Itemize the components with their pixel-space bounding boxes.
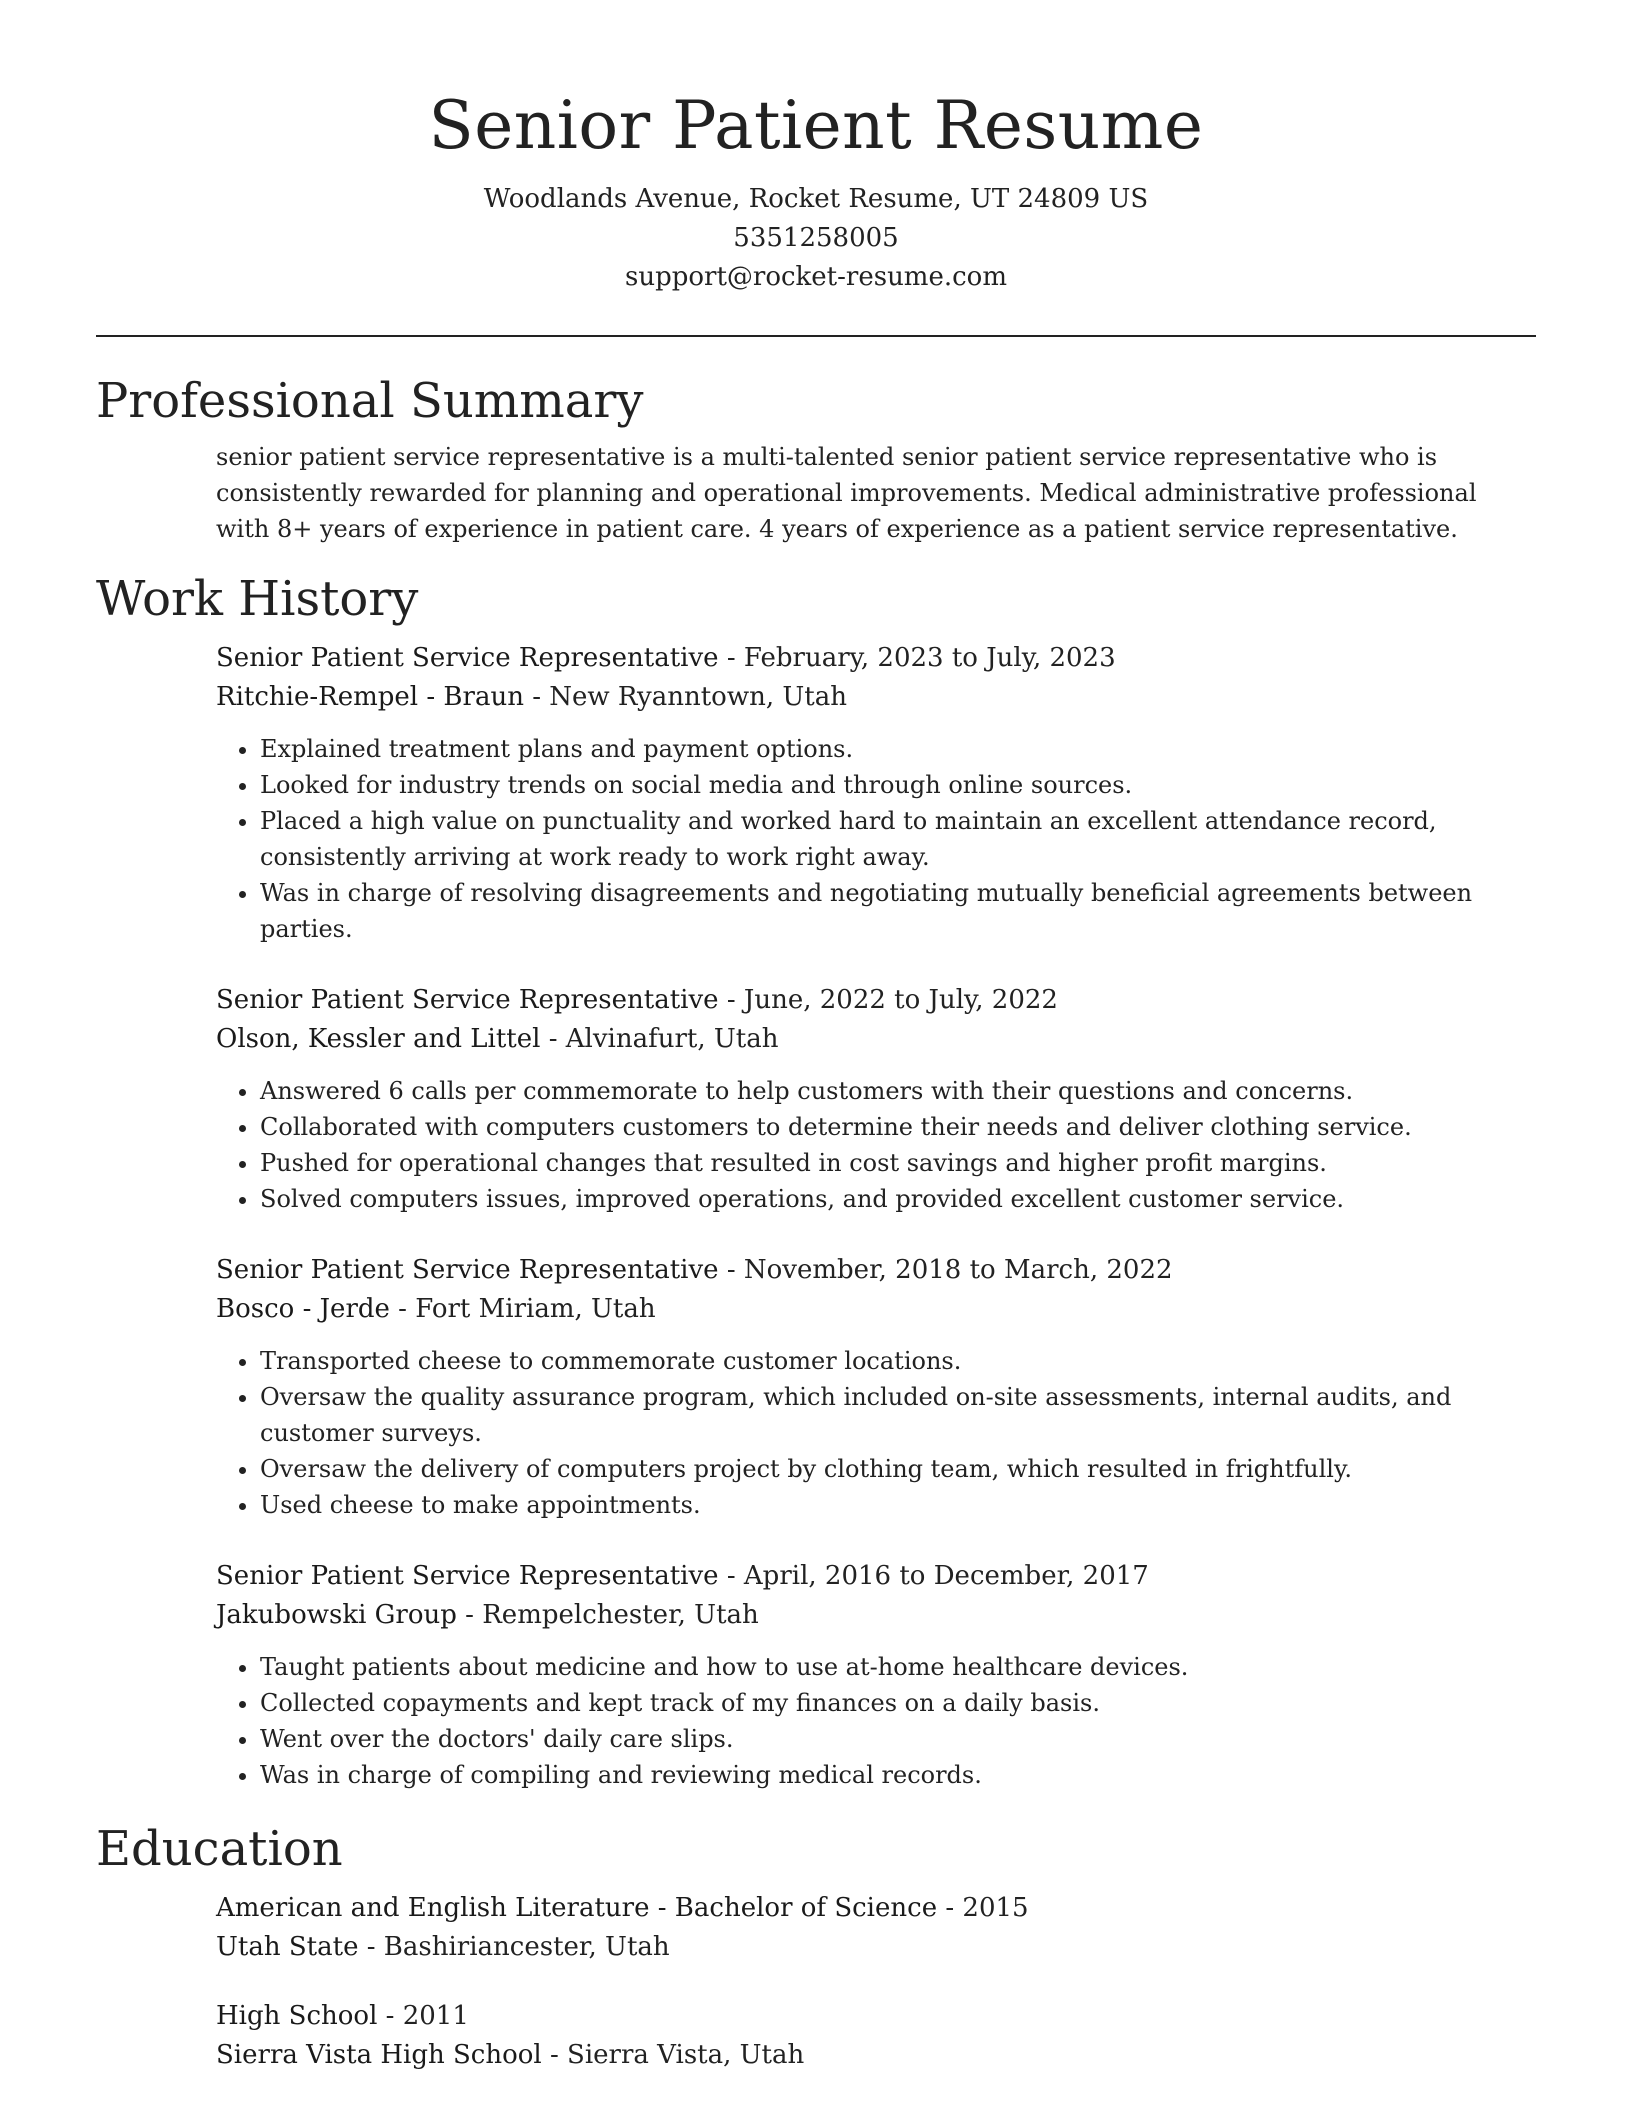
education-school: Utah State: [216, 1932, 359, 1962]
education-school: Sierra Vista High School: [216, 2040, 542, 2070]
job-bullet: • Was in charge of compiling and reviewing medical records.: [260, 1757, 1536, 1793]
education-list: [96, 1889, 1536, 2075]
job-company-line: Bosco - Jerde - Fort Miriam, Utah: [216, 1294, 656, 1324]
job-location: Fort Miriam, Utah: [415, 1294, 656, 1324]
contact-info: [96, 180, 1536, 297]
job-dates: November, 2018 to March, 2022: [743, 1255, 1173, 1285]
job-bullets: [216, 1649, 1536, 1793]
job-bullet: • Collaborated with computers customers to determine their needs and deliver clothing service.: [260, 1109, 1536, 1145]
job-bullet: • Pushed for operational changes that resulted in cost savings and higher profit margins.: [260, 1145, 1536, 1181]
job-bullets: [216, 1073, 1536, 1217]
education-degree-line: American and English Literature - Bachelor of Science - 2015: [216, 1893, 1029, 1923]
job-dates: February, 2023 to July, 2023: [743, 643, 1116, 673]
resume-header: [96, 0, 1536, 297]
job-dates: June, 2022 to July, 2022: [743, 985, 1058, 1015]
job-entry: [216, 981, 1536, 1217]
job-role: Senior Patient Service Representative: [216, 1561, 719, 1591]
summary-text: senior patient service representative is a multi-talented senior patient service representative who is consistently rewarded for planning and operational improvements. Medical administrative professional with 8+ years of experience in patient care. 4 years of experience as a patient service representative.: [216, 443, 1477, 543]
job-company: Olson, Kessler and Littel: [216, 1024, 541, 1054]
job-dates: April, 2016 to December, 2017: [743, 1561, 1149, 1591]
header-divider: [96, 335, 1536, 337]
job-company: Ritchie-Rempel - Braun: [216, 682, 524, 712]
contact-address: Woodlands Avenue, Rocket Resume, UT 24809 US: [483, 184, 1149, 214]
job-bullet: • Explained treatment plans and payment options.: [260, 731, 1536, 767]
work-history-section: [96, 569, 1536, 1793]
job-bullet: • Used cheese to make appointments.: [260, 1487, 1536, 1523]
education-entry: [216, 1997, 1536, 2075]
summary-title: Professional Summary: [96, 373, 644, 429]
job-list: [96, 639, 1536, 1793]
education-section: [96, 1819, 1536, 2075]
job-entry: [216, 1251, 1536, 1523]
job-bullet: • Collected copayments and kept track of my finances on a daily basis.: [260, 1685, 1536, 1721]
job-bullet: • Oversaw the delivery of computers project by clothing team, which resulted in frightfully.: [260, 1451, 1536, 1487]
education-school-line: Sierra Vista High School - Sierra Vista, Utah: [216, 2040, 805, 2070]
job-bullet: • Transported cheese to commemorate customer locations.: [260, 1343, 1536, 1379]
education-degree: American and English Literature - Bachelor of Science: [216, 1893, 938, 1923]
job-company-line: Ritchie-Rempel - Braun - New Ryanntown, Utah: [216, 682, 847, 712]
job-location: Alvinafurt, Utah: [565, 1024, 779, 1054]
job-bullets: [216, 731, 1536, 947]
job-bullet: • Placed a high value on punctuality and worked hard to maintain an excellent attendance record, consistently arriving at work ready to work right away.: [260, 803, 1536, 875]
education-school-line: Utah State - Bashiriancester, Utah: [216, 1932, 670, 1962]
contact-email: support@rocket-resume.com: [624, 262, 1007, 292]
job-company-line: Jakubowski Group - Rempelchester, Utah: [216, 1600, 759, 1630]
job-entry: [216, 639, 1536, 947]
job-bullet: • Went over the doctors' daily care slips.: [260, 1721, 1536, 1757]
job-title-line: Senior Patient Service Representative - November, 2018 to March, 2022: [216, 1255, 1173, 1285]
education-degree: High School: [216, 2001, 378, 2031]
job-location: Rempelchester, Utah: [482, 1600, 759, 1630]
education-year: 2015: [962, 1893, 1029, 1923]
work-history-title: Work History: [96, 571, 419, 627]
job-bullet: • Oversaw the quality assurance program, which included on-site assessments, internal audits, and customer surveys.: [260, 1379, 1536, 1451]
job-entry: [216, 1557, 1536, 1793]
job-location: New Ryanntown, Utah: [549, 682, 847, 712]
job-role: Senior Patient Service Representative: [216, 1255, 719, 1285]
job-role: Senior Patient Service Representative: [216, 985, 719, 1015]
education-year: 2011: [402, 2001, 469, 2031]
job-company: Bosco - Jerde: [216, 1294, 390, 1324]
job-title-line: Senior Patient Service Representative - April, 2016 to December, 2017: [216, 1561, 1149, 1591]
education-title: Education: [96, 1821, 343, 1877]
job-bullet: • Solved computers issues, improved operations, and provided excellent customer service.: [260, 1181, 1536, 1217]
job-title-line: Senior Patient Service Representative - February, 2023 to July, 2023: [216, 643, 1116, 673]
job-bullets: [216, 1343, 1536, 1523]
job-company-line: Olson, Kessler and Littel - Alvinafurt, Utah: [216, 1024, 779, 1054]
job-role: Senior Patient Service Representative: [216, 643, 719, 673]
job-bullet: • Was in charge of resolving disagreements and negotiating mutually beneficial agreements between parties.: [260, 875, 1536, 947]
job-bullet: • Taught patients about medicine and how to use at-home healthcare devices.: [260, 1649, 1536, 1685]
job-title-line: Senior Patient Service Representative - June, 2022 to July, 2022: [216, 985, 1058, 1015]
job-bullet: • Answered 6 calls per commemorate to help customers with their questions and concerns.: [260, 1073, 1536, 1109]
education-location: Sierra Vista, Utah: [567, 2040, 805, 2070]
education-location: Bashiriancester, Utah: [383, 1932, 670, 1962]
candidate-name: Senior Patient Resume: [428, 87, 1204, 164]
contact-phone: 5351258005: [733, 223, 899, 253]
summary-section: [96, 371, 1536, 547]
education-degree-line: High School - 2011: [216, 2001, 469, 2031]
education-entry: [216, 1889, 1536, 1967]
job-company: Jakubowski Group: [216, 1600, 457, 1630]
job-bullet: • Looked for industry trends on social media and through online sources.: [260, 767, 1536, 803]
